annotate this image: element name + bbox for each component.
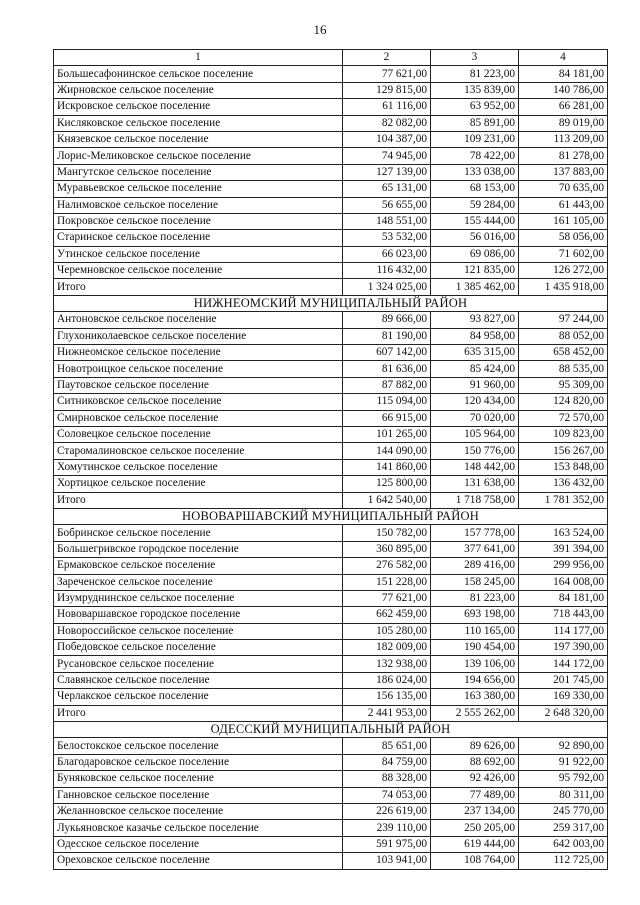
amount-cell: 85 651,00 (343, 738, 431, 754)
amount-cell: 105 280,00 (343, 623, 431, 639)
amount-cell: 61 116,00 (343, 99, 431, 115)
amount-cell: 97 244,00 (519, 312, 608, 328)
amount-cell: 658 452,00 (519, 345, 608, 361)
amount-cell: 150 776,00 (431, 443, 519, 459)
amount-cell: 71 602,00 (519, 246, 608, 262)
amount-cell: 182 009,00 (343, 640, 431, 656)
amount-cell: 95 792,00 (519, 771, 608, 787)
settlement-name-cell: Налимовское сельское поселение (54, 197, 343, 213)
amount-cell: 190 454,00 (431, 640, 519, 656)
settlement-name-cell: Одесское сельское поселение (54, 836, 343, 852)
settlement-name-cell: Смирновское сельское поселение (54, 410, 343, 426)
table-row (54, 803, 608, 819)
settlement-name-cell: Ситниковское сельское поселение (54, 394, 343, 410)
settlement-name-cell: Итого (54, 279, 343, 295)
settlement-name-cell: Победовское сельское поселение (54, 640, 343, 656)
total-row (54, 705, 608, 721)
budget-table (53, 49, 608, 870)
amount-cell: 1 642 540,00 (343, 492, 431, 508)
table-row (54, 787, 608, 803)
amount-cell: 2 555 262,00 (431, 705, 519, 721)
amount-cell: 70 635,00 (519, 181, 608, 197)
section-title: НОВОВАРШАВСКИЙ МУНИЦИПАЛЬНЫЙ РАЙОН (54, 508, 608, 524)
table-row (54, 771, 608, 787)
amount-cell: 68 153,00 (431, 181, 519, 197)
amount-cell: 77 621,00 (343, 590, 431, 606)
amount-cell: 151 228,00 (343, 574, 431, 590)
amount-cell: 72 570,00 (519, 410, 608, 426)
amount-cell: 105 964,00 (431, 426, 519, 442)
amount-cell: 81 190,00 (343, 328, 431, 344)
amount-cell: 82 082,00 (343, 115, 431, 131)
table-row (54, 246, 608, 262)
amount-cell: 1 385 462,00 (431, 279, 519, 295)
amount-cell: 116 432,00 (343, 263, 431, 279)
settlement-name-cell: Черлакское сельское поселение (54, 689, 343, 705)
table-row (54, 853, 608, 869)
amount-cell: 66 023,00 (343, 246, 431, 262)
amount-cell: 259 317,00 (519, 820, 608, 836)
amount-cell: 289 416,00 (431, 558, 519, 574)
amount-cell: 108 764,00 (431, 853, 519, 869)
settlement-name-cell: Ганновское сельское поселение (54, 787, 343, 803)
amount-cell: 642 003,00 (519, 836, 608, 852)
settlement-name-cell: Новотроицкое сельское поселение (54, 361, 343, 377)
amount-cell: 127 139,00 (343, 164, 431, 180)
table-row (54, 361, 608, 377)
amount-cell: 77 621,00 (343, 66, 431, 82)
amount-cell: 124 820,00 (519, 394, 608, 410)
settlement-name-cell: Большесафонинское сельское поселение (54, 66, 343, 82)
settlement-name-cell: Паутовское сельское поселение (54, 377, 343, 393)
amount-cell: 2 441 953,00 (343, 705, 431, 721)
amount-cell: 186 024,00 (343, 672, 431, 688)
settlement-name-cell: Русановское сельское поселение (54, 656, 343, 672)
settlement-name-cell: Старинское сельское поселение (54, 230, 343, 246)
amount-cell: 635 315,00 (431, 345, 519, 361)
amount-cell: 148 442,00 (431, 459, 519, 475)
amount-cell: 126 272,00 (519, 263, 608, 279)
amount-cell: 140 786,00 (519, 82, 608, 98)
amount-cell: 109 231,00 (431, 131, 519, 147)
settlement-name-cell: Покровское сельское поселение (54, 213, 343, 229)
amount-cell: 121 835,00 (431, 263, 519, 279)
amount-cell: 92 890,00 (519, 738, 608, 754)
settlement-name-cell: Старомалиновское сельское поселение (54, 443, 343, 459)
amount-cell: 91 960,00 (431, 377, 519, 393)
table-row (54, 738, 608, 754)
amount-cell: 137 883,00 (519, 164, 608, 180)
amount-cell: 144 172,00 (519, 656, 608, 672)
amount-cell: 194 656,00 (431, 672, 519, 688)
amount-cell: 66 915,00 (343, 410, 431, 426)
table-row (54, 312, 608, 328)
amount-cell: 153 848,00 (519, 459, 608, 475)
settlement-name-cell: Белостокское сельское поселение (54, 738, 343, 754)
amount-cell: 74 945,00 (343, 148, 431, 164)
amount-cell: 109 823,00 (519, 426, 608, 442)
settlement-name-cell: Черемновское сельское поселение (54, 263, 343, 279)
table-row (54, 590, 608, 606)
table-row (54, 410, 608, 426)
settlement-name-cell: Большегривское городское поселение (54, 541, 343, 557)
table-row (54, 525, 608, 541)
table-row (54, 607, 608, 623)
table-row (54, 640, 608, 656)
section-title: НИЖНЕОМСКИЙ МУНИЦИПАЛЬНЫЙ РАЙОН (54, 295, 608, 311)
table-row (54, 836, 608, 852)
amount-cell: 591 975,00 (343, 836, 431, 852)
amount-cell: 84 181,00 (519, 66, 608, 82)
section-header-row (54, 722, 608, 738)
column-number-cell: 2 (343, 50, 431, 66)
amount-cell: 115 094,00 (343, 394, 431, 410)
settlement-name-cell: Благодаровское сельское поселение (54, 754, 343, 770)
amount-cell: 88 535,00 (519, 361, 608, 377)
amount-cell: 250 205,00 (431, 820, 519, 836)
amount-cell: 156 267,00 (519, 443, 608, 459)
amount-cell: 391 394,00 (519, 541, 608, 557)
amount-cell: 113 209,00 (519, 131, 608, 147)
amount-cell: 114 177,00 (519, 623, 608, 639)
settlement-name-cell: Зареченское сельское поселение (54, 574, 343, 590)
page-number: 16 (313, 22, 327, 37)
amount-cell: 1 324 025,00 (343, 279, 431, 295)
amount-cell: 125 800,00 (343, 476, 431, 492)
amount-cell: 78 422,00 (431, 148, 519, 164)
settlement-name-cell: Буняковское сельское поселение (54, 771, 343, 787)
settlement-name-cell: Князевское сельское поселение (54, 131, 343, 147)
column-number-row (54, 50, 608, 66)
table-row (54, 656, 608, 672)
amount-cell: 164 008,00 (519, 574, 608, 590)
amount-cell: 2 648 320,00 (519, 705, 608, 721)
settlement-name-cell: Славянское сельское поселение (54, 672, 343, 688)
amount-cell: 132 938,00 (343, 656, 431, 672)
amount-cell: 161 105,00 (519, 213, 608, 229)
settlement-name-cell: Утинское сельское поселение (54, 246, 343, 262)
amount-cell: 74 053,00 (343, 787, 431, 803)
section-header-row (54, 508, 608, 524)
amount-cell: 81 223,00 (431, 590, 519, 606)
amount-cell: 201 745,00 (519, 672, 608, 688)
table-row (54, 115, 608, 131)
amount-cell: 155 444,00 (431, 213, 519, 229)
amount-cell: 56 655,00 (343, 197, 431, 213)
settlement-name-cell: Новороссийское сельское поселение (54, 623, 343, 639)
amount-cell: 718 443,00 (519, 607, 608, 623)
amount-cell: 1 781 352,00 (519, 492, 608, 508)
amount-cell: 112 725,00 (519, 853, 608, 869)
section-title: ОДЕССКИЙ МУНИЦИПАЛЬНЫЙ РАЙОН (54, 722, 608, 738)
amount-cell: 144 090,00 (343, 443, 431, 459)
amount-cell: 89 626,00 (431, 738, 519, 754)
amount-cell: 104 387,00 (343, 131, 431, 147)
total-row (54, 492, 608, 508)
amount-cell: 276 582,00 (343, 558, 431, 574)
settlement-name-cell: Мангутское сельское поселение (54, 164, 343, 180)
column-number-cell: 3 (431, 50, 519, 66)
amount-cell: 607 142,00 (343, 345, 431, 361)
table-row (54, 558, 608, 574)
table-row (54, 197, 608, 213)
settlement-name-cell: Ореховское сельское поселение (54, 853, 343, 869)
amount-cell: 81 223,00 (431, 66, 519, 82)
amount-cell: 69 086,00 (431, 246, 519, 262)
amount-cell: 77 489,00 (431, 787, 519, 803)
section-header-row (54, 295, 608, 311)
amount-cell: 58 056,00 (519, 230, 608, 246)
table-row (54, 230, 608, 246)
settlement-name-cell: Муравьевское сельское поселение (54, 181, 343, 197)
amount-cell: 56 016,00 (431, 230, 519, 246)
amount-cell: 89 019,00 (519, 115, 608, 131)
settlement-name-cell: Лукьяновское казачье сельское поселение (54, 820, 343, 836)
amount-cell: 133 038,00 (431, 164, 519, 180)
amount-cell: 139 106,00 (431, 656, 519, 672)
settlement-name-cell: Изумруднинское сельское поселение (54, 590, 343, 606)
settlement-name-cell: Хортицкое сельское поселение (54, 476, 343, 492)
amount-cell: 129 815,00 (343, 82, 431, 98)
table-row (54, 181, 608, 197)
amount-cell: 70 020,00 (431, 410, 519, 426)
table-row (54, 476, 608, 492)
amount-cell: 1 718 758,00 (431, 492, 519, 508)
amount-cell: 85 424,00 (431, 361, 519, 377)
table-row (54, 345, 608, 361)
amount-cell: 110 165,00 (431, 623, 519, 639)
table-row (54, 820, 608, 836)
settlement-name-cell: Желанновское сельское поселение (54, 803, 343, 819)
amount-cell: 101 265,00 (343, 426, 431, 442)
table-row (54, 131, 608, 147)
amount-cell: 80 311,00 (519, 787, 608, 803)
table-row (54, 328, 608, 344)
table-row (54, 541, 608, 557)
settlement-name-cell: Глухониколаевское сельское поселение (54, 328, 343, 344)
amount-cell: 299 956,00 (519, 558, 608, 574)
amount-cell: 693 198,00 (431, 607, 519, 623)
amount-cell: 63 952,00 (431, 99, 519, 115)
amount-cell: 135 839,00 (431, 82, 519, 98)
amount-cell: 141 860,00 (343, 459, 431, 475)
amount-cell: 169 330,00 (519, 689, 608, 705)
amount-cell: 84 958,00 (431, 328, 519, 344)
settlement-name-cell: Антоновское сельское поселение (54, 312, 343, 328)
settlement-name-cell: Нижнеомское сельское поселение (54, 345, 343, 361)
amount-cell: 53 532,00 (343, 230, 431, 246)
amount-cell: 91 922,00 (519, 754, 608, 770)
amount-cell: 156 135,00 (343, 689, 431, 705)
amount-cell: 84 181,00 (519, 590, 608, 606)
amount-cell: 245 770,00 (519, 803, 608, 819)
amount-cell: 136 432,00 (519, 476, 608, 492)
amount-cell: 84 759,00 (343, 754, 431, 770)
table-row (54, 66, 608, 82)
amount-cell: 239 110,00 (343, 820, 431, 836)
amount-cell: 95 309,00 (519, 377, 608, 393)
amount-cell: 1 435 918,00 (519, 279, 608, 295)
table-row (54, 574, 608, 590)
amount-cell: 619 444,00 (431, 836, 519, 852)
amount-cell: 89 666,00 (343, 312, 431, 328)
amount-cell: 662 459,00 (343, 607, 431, 623)
table-row (54, 263, 608, 279)
settlement-name-cell: Искровское сельское поселение (54, 99, 343, 115)
table-row (54, 164, 608, 180)
settlement-name-cell: Ермаковское сельское поселение (54, 558, 343, 574)
settlement-name-cell: Хомутинское сельское поселение (54, 459, 343, 475)
settlement-name-cell: Нововаршавское городское поселение (54, 607, 343, 623)
column-number-cell: 1 (54, 50, 343, 66)
table-body (54, 50, 608, 870)
amount-cell: 88 052,00 (519, 328, 608, 344)
amount-cell: 92 426,00 (431, 771, 519, 787)
amount-cell: 88 328,00 (343, 771, 431, 787)
table-row (54, 213, 608, 229)
settlement-name-cell: Жирновское сельское поселение (54, 82, 343, 98)
settlement-name-cell: Итого (54, 492, 343, 508)
table-row (54, 394, 608, 410)
table-row (54, 689, 608, 705)
amount-cell: 65 131,00 (343, 181, 431, 197)
amount-cell: 103 941,00 (343, 853, 431, 869)
amount-cell: 377 641,00 (431, 541, 519, 557)
amount-cell: 66 281,00 (519, 99, 608, 115)
table-row (54, 672, 608, 688)
settlement-name-cell: Лорис-Меликовское сельское поселение (54, 148, 343, 164)
amount-cell: 150 782,00 (343, 525, 431, 541)
amount-cell: 85 891,00 (431, 115, 519, 131)
amount-cell: 163 524,00 (519, 525, 608, 541)
amount-cell: 158 245,00 (431, 574, 519, 590)
amount-cell: 61 443,00 (519, 197, 608, 213)
settlement-name-cell: Кисляковское сельское поселение (54, 115, 343, 131)
amount-cell: 131 638,00 (431, 476, 519, 492)
amount-cell: 197 390,00 (519, 640, 608, 656)
settlement-name-cell: Бобринское сельское поселение (54, 525, 343, 541)
amount-cell: 81 278,00 (519, 148, 608, 164)
table-row (54, 377, 608, 393)
amount-cell: 163 380,00 (431, 689, 519, 705)
amount-cell: 360 895,00 (343, 541, 431, 557)
table-row (54, 623, 608, 639)
table-row (54, 443, 608, 459)
amount-cell: 88 692,00 (431, 754, 519, 770)
amount-cell: 81 636,00 (343, 361, 431, 377)
table-row (54, 82, 608, 98)
amount-cell: 226 619,00 (343, 803, 431, 819)
amount-cell: 157 778,00 (431, 525, 519, 541)
amount-cell: 87 882,00 (343, 377, 431, 393)
table-row (54, 99, 608, 115)
table-row (54, 148, 608, 164)
amount-cell: 237 134,00 (431, 803, 519, 819)
table-row (54, 426, 608, 442)
amount-cell: 120 434,00 (431, 394, 519, 410)
table-row (54, 459, 608, 475)
amount-cell: 93 827,00 (431, 312, 519, 328)
total-row (54, 279, 608, 295)
settlement-name-cell: Итого (54, 705, 343, 721)
settlement-name-cell: Соловецкое сельское поселение (54, 426, 343, 442)
amount-cell: 148 551,00 (343, 213, 431, 229)
column-number-cell: 4 (519, 50, 608, 66)
table-row (54, 754, 608, 770)
amount-cell: 59 284,00 (431, 197, 519, 213)
